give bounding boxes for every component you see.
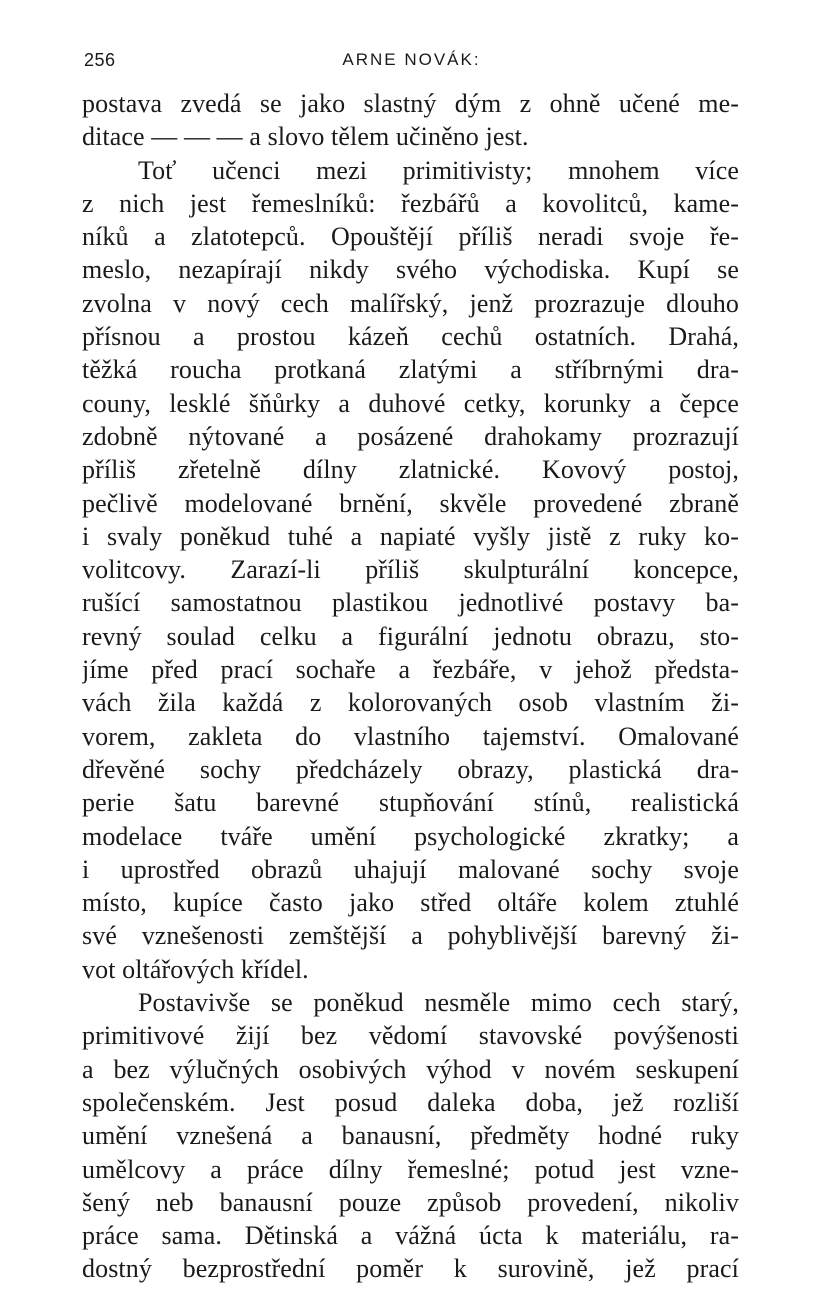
running-head (84, 50, 739, 74)
text-line: zdobně nýtované a posázené drahokamy prozrazují (82, 421, 739, 451)
text-line: zvolna v nový cech malířský, jenž prozrazuje dlouho (82, 288, 739, 318)
text-line: umění vznešená a banausní, předměty hodné ruky (82, 1121, 739, 1151)
text-line: pečlivě modelované brnění, skvěle provedené zbraně (82, 488, 739, 518)
text-line: své vznešenosti zemštější a pohyblivější barevný ži- (82, 921, 739, 951)
text-line: jíme před prací sochaře a řezbáře, v jehož předsta- (82, 655, 739, 685)
text-line: rušící samostatnou plastikou jednotlivé postavy ba- (82, 588, 739, 618)
text-line: dřevěné sochy předcházely obrazy, plastická dra- (82, 754, 739, 784)
text-line: přísnou a prostou kázeň cechů ostatních. Drahá, (82, 322, 739, 352)
text-line: příliš zřetelně dílny zlatnické. Kovový postoj, (82, 455, 739, 485)
text-line: a bez výlučných osobivých výhod v novém seskupení (82, 1054, 739, 1084)
body-text (82, 87, 739, 1286)
text-line: níků a zlatotepců. Opouštějí příliš neradi svoje ře- (82, 222, 739, 252)
text-line: vorem, zakleta do vlastního tajemství. Omalované (82, 721, 739, 751)
text-line: ditace — — — a slovo tělem učiněno jest. (82, 122, 529, 152)
text-line: práce sama. Dětinská a vážná úcta k materiálu, ra- (82, 1221, 739, 1251)
text-line: modelace tváře umění psychologické zkratky; a (82, 821, 739, 851)
text-line: couny, lesklé šňůrky a duhové cetky, korunky a čepce (82, 388, 739, 418)
text-line: vot oltářových křídel. (82, 954, 309, 984)
text-line: umělcovy a práce dílny řemeslné; potud jest vzne- (82, 1154, 739, 1184)
text-line: i svaly poněkud tuhé a napiaté vyšly jistě z ruky ko- (82, 521, 739, 551)
text-line: postava zvedá se jako slastný dým z ohně učené me- (82, 89, 739, 118)
text-line: vách žila každá z kolorovaných osob vlastním ži- (82, 688, 739, 718)
text-line: revný soulad celku a figurální jednotu obrazu, sto- (82, 621, 739, 651)
text-line: dostný bezprostřední poměr k surovině, jež prací (82, 1254, 739, 1284)
text-line: i uprostřed obrazů uhajují malované sochy svoje (82, 854, 739, 884)
text-line: Postavivše se poněkud nesměle mimo cech starý, (138, 988, 739, 1018)
text-line: společenském. Jest posud daleka doba, jež rozliší (82, 1087, 739, 1117)
page-number: 256 (84, 50, 116, 70)
text-line: z nich jest řemeslníků: řezbářů a kovolitců, kame- (82, 188, 739, 218)
text-line: Toť učenci mezi primitivisty; mnohem více (138, 155, 739, 185)
text-line: místo, kupíce často jako střed oltáře kolem ztuhlé (82, 888, 739, 918)
text-line: šený neb banausní pouze způsob provedení, nikoliv (82, 1187, 739, 1217)
running-title: ARNE NOVÁK: (342, 50, 481, 69)
text-line: těžká roucha protkaná zlatými a stříbrnými dra- (82, 355, 739, 385)
text-line: perie šatu barevné stupňování stínů, realistická (82, 788, 739, 818)
text-line: primitivové žijí bez vědomí stavovské povýšenosti (82, 1021, 739, 1051)
text-line: meslo, nezapírají nikdy svého východiska. Kupí se (82, 255, 739, 285)
text-line: volitcovy. Zarazí-li příliš skulpturální koncepce, (82, 555, 739, 585)
